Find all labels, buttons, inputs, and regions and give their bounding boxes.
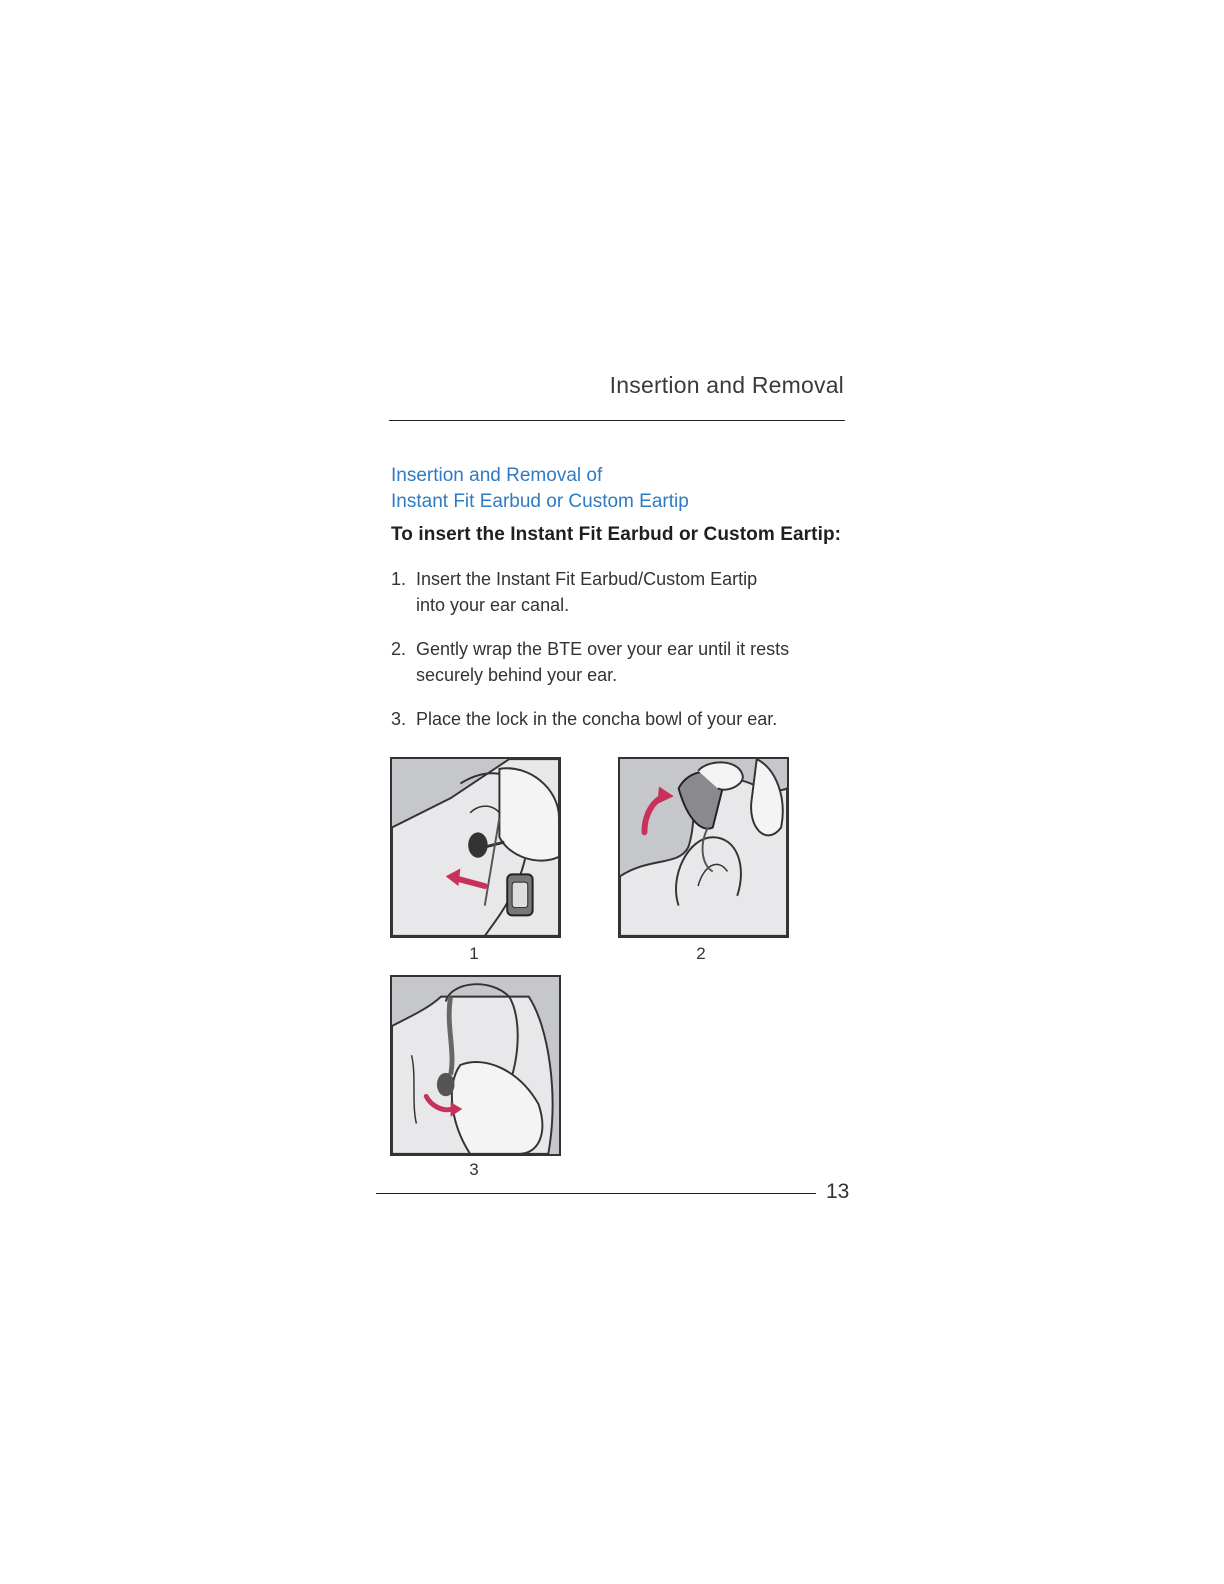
place-lock-illustration: [392, 977, 559, 1154]
instruction-lead: To insert the Instant Fit Earbud or Custom Eartip:: [391, 524, 842, 545]
section-heading: [391, 463, 851, 515]
step-number: 2.: [391, 639, 407, 659]
figure-place-lock: [390, 975, 561, 1156]
step-text-line2: into your ear canal.: [416, 595, 570, 615]
figure-caption: 1: [469, 944, 479, 963]
step-item: [391, 566, 841, 618]
step-item: [391, 706, 841, 732]
page-number: 13: [826, 1180, 850, 1203]
step-number: 1.: [391, 569, 407, 589]
step-text-line1: Gently wrap the BTE over your ear until it rests: [416, 639, 790, 659]
figure-wrap-bte: [618, 757, 789, 938]
step-text-line1: Insert the Instant Fit Earbud/Custom Eartip: [416, 569, 758, 589]
footer-divider: [376, 1193, 816, 1194]
step-text-line2: securely behind your ear.: [416, 665, 618, 685]
step-number: 3.: [391, 709, 407, 729]
section-heading-line2: Instant Fit Earbud or Custom Eartip: [391, 491, 689, 512]
wrap-bte-illustration: [620, 759, 787, 936]
page-header-title: Insertion and Removal: [609, 372, 844, 398]
section-heading-line1: Insertion and Removal of: [391, 465, 603, 486]
header-divider: [389, 420, 845, 421]
figure-insert-earbud: [390, 757, 561, 938]
figure-caption: 2: [696, 944, 706, 963]
insert-earbud-illustration: [392, 759, 559, 936]
step-item: [391, 636, 841, 688]
step-text-line1: Place the lock in the concha bowl of your ear.: [416, 709, 778, 729]
steps-list: [391, 566, 841, 750]
figure-caption: 3: [469, 1160, 479, 1179]
